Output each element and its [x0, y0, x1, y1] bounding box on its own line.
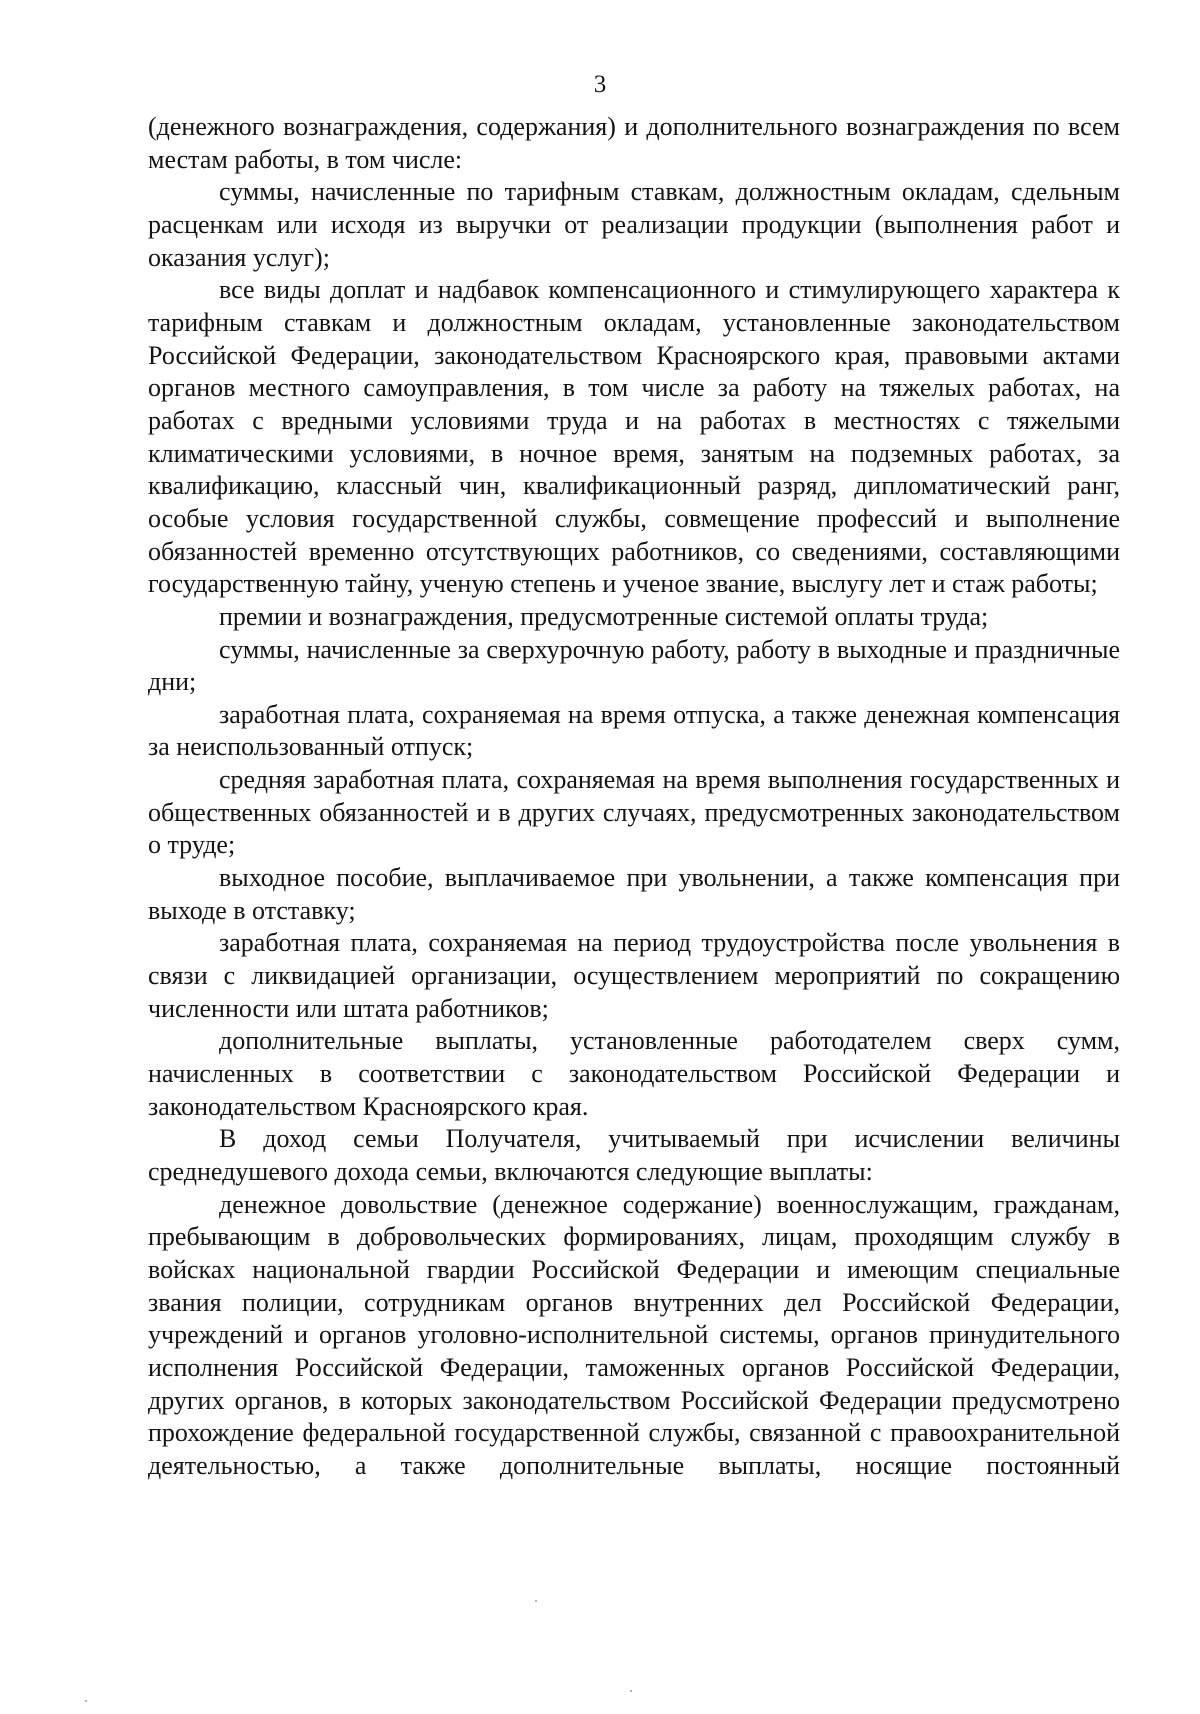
document-body [148, 111, 1120, 1483]
scan-speck [630, 1690, 632, 1692]
paragraph-2: суммы, начисленные по тарифным ставкам, должностным окладам, сдельным расценкам или исходя из выручки от реализации продукции (выполнения работ и оказания услуг); [148, 177, 1120, 272]
paragraph-9: заработная плата, сохраняемая на период трудоустройства после увольнения в связи с ликвидацией организации, осуществлением мероприятий по сокращению численности или штата работников; [148, 928, 1120, 1023]
paragraph-1: (денежного вознаграждения, содержания) и дополнительного вознаграждения по всем местам работы, в том числе: [148, 112, 1120, 174]
paragraph-4: премии и вознаграждения, предусмотренные системой оплаты труда; [219, 601, 989, 631]
page-number: 3 [593, 71, 607, 98]
paragraph-5: суммы, начисленные за сверхурочную работу, работу в выходные и праздничные дни; [148, 634, 1120, 697]
paragraph-7: средняя заработная плата, сохраняемая на время выполнения государственных и общественных обязанностей и в других случаях, предусмотренных законодательством о труде; [148, 765, 1120, 860]
paragraph-12: денежное довольствие (денежное содержание) военнослужащим, гражданам, пребывающим в добровольческих формированиях, лицам, проходящим службу в войсках национальной гвардии Российской Федерации и имеющим специальные звания полиции, сотрудникам органов внутренних дел Российской Федерации, учреждений и органов уголовно-исполнительной системы, органов принудительного исполнения Российской Федерации, таможенных органов Российской Федерации, других органов, в которых законодательством Российской Федерации предусмотрено прохождение федеральной государственной службы, связанной с правоохранительной деятельностью, а также дополнительные выплаты, носящие постоянный [148, 1189, 1120, 1480]
paragraph-3: все виды доплат и надбавок компенсационного и стимулирующего характера к тарифным ставкам и должностным окладам, установленные законодательством Российской Федерации, законодательством Красноярского края, правовыми актами органов местного самоуправления, в том числе за работу на тяжелых работах, на работах с вредными условиями труда и на работах в местностях с тяжелыми климатическими условиями, в ночное время, занятым на подземных работах, за квалификацию, классный чин, квалификационный разряд, дипломатический ранг, особые условия государственной службы, совмещение профессий и выполнение обязанностей временно отсутствующих работников, со сведениями, составляющими государственную тайну, ученую степень и ученое звание, выслугу лет и стаж работы; [148, 275, 1120, 599]
paragraph-8: выходное пособие, выплачиваемое при увольнении, а также компенсация при выходе в отставку; [148, 863, 1120, 925]
paragraph-11: В доход семьи Получателя, учитываемый при исчислении величины среднедушевого дохода семьи, включаются следующие выплаты: [148, 1124, 1120, 1186]
paragraph-10: дополнительные выплаты, установленные работодателем сверх сумм, начисленных в соответствии с законодательством Российской Федерации и законодательством Красноярского края. [148, 1026, 1120, 1121]
scan-speck [85, 1700, 87, 1702]
paragraph-6: заработная плата, сохраняемая на время отпуска, а также денежная компенсация за неиспользованный отпуск; [148, 699, 1120, 762]
scan-speck [535, 1600, 537, 1602]
